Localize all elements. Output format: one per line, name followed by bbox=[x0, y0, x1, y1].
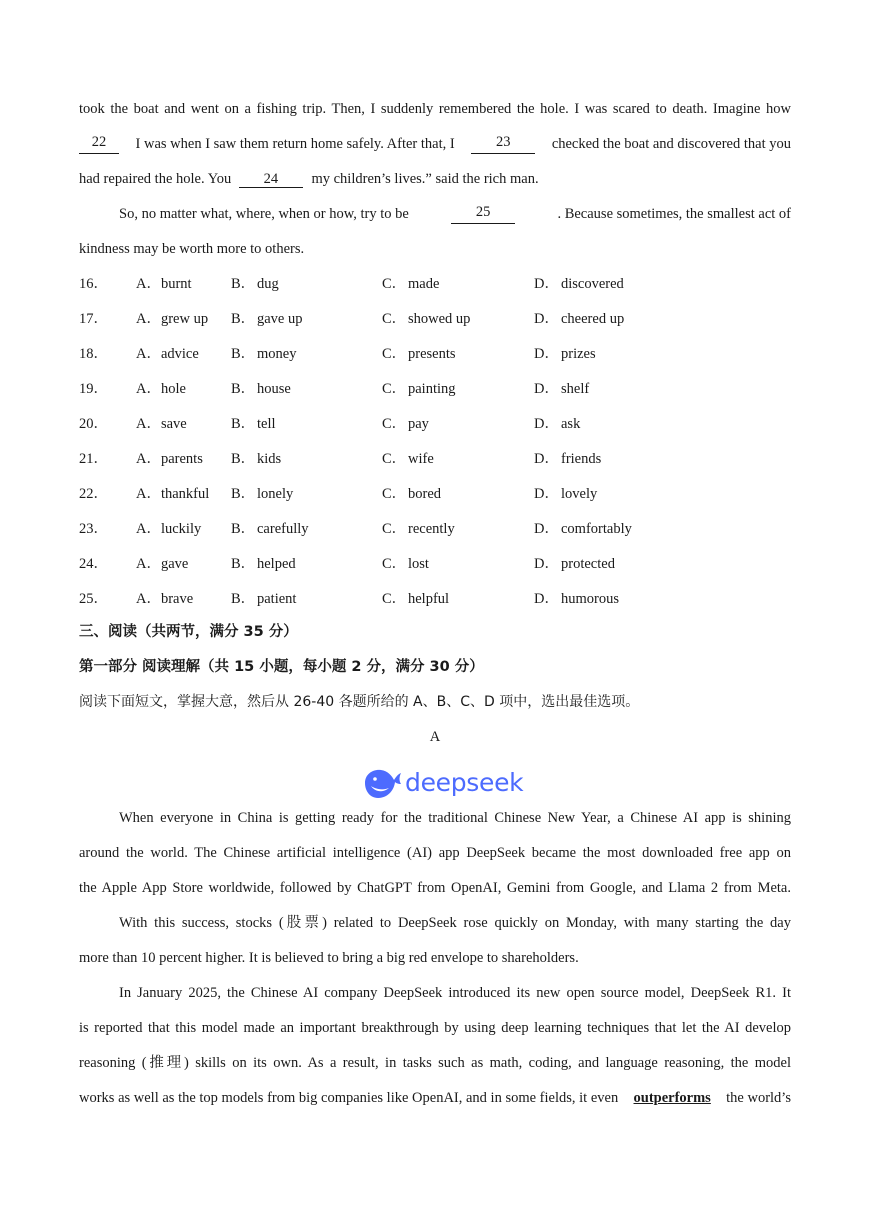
option-d[interactable]: prizes bbox=[561, 346, 596, 362]
article-text: works as well as the top models from big companies like OpenAI, and in some fields, it even bbox=[79, 1090, 619, 1106]
option-a[interactable]: A．burnt bbox=[136, 276, 192, 292]
article-text: the world’s bbox=[726, 1090, 791, 1106]
passage-text: had repaired the hole. You bbox=[79, 171, 232, 187]
option-a[interactable]: A．thankful bbox=[136, 486, 210, 502]
option-b-letter: B． bbox=[231, 381, 256, 397]
question-number: 16． bbox=[79, 276, 108, 292]
article-line: When everyone in China is getting ready for the traditional Chinese New Year, a Chinese AI app is shining bbox=[119, 810, 791, 826]
option-b-letter: B． bbox=[231, 486, 256, 502]
option-row bbox=[79, 379, 791, 399]
option-b[interactable]: money bbox=[257, 346, 297, 362]
option-row bbox=[79, 274, 791, 294]
question-number: 21． bbox=[79, 451, 108, 467]
blank-22[interactable]: 22 bbox=[79, 134, 119, 154]
passage-text: I was when I saw them return home safely. After that, I bbox=[135, 136, 455, 152]
section-subheading: 第一部分 阅读理解（共 15 小题，每小题 2 分，满分 30 分） bbox=[79, 659, 484, 675]
option-a[interactable]: A．gave bbox=[136, 556, 189, 572]
option-c-letter: C． bbox=[382, 346, 407, 362]
option-b[interactable]: patient bbox=[257, 591, 297, 607]
option-c[interactable]: lost bbox=[408, 556, 429, 572]
vocab-word: outperforms bbox=[633, 1090, 711, 1106]
option-d-letter: D． bbox=[534, 276, 559, 292]
article-line: more than 10 percent higher. It is believed to bring a big red envelope to shareholders. bbox=[79, 950, 579, 966]
option-b-letter: B． bbox=[231, 311, 256, 327]
option-d[interactable]: comfortably bbox=[561, 521, 632, 537]
option-a[interactable]: A．hole bbox=[136, 381, 186, 397]
option-d-letter: D． bbox=[534, 346, 559, 362]
option-d[interactable]: discovered bbox=[561, 276, 624, 292]
question-number: 18． bbox=[79, 346, 108, 362]
instruction-text: 阅读下面短文，掌握大意，然后从 26-40 各题所给的 A、B、C、D 项中，选出最佳选项。 bbox=[79, 694, 640, 710]
option-c-letter: C． bbox=[382, 591, 407, 607]
option-c-letter: C． bbox=[382, 521, 407, 537]
question-number: 20． bbox=[79, 416, 108, 432]
article-line: In January 2025, the Chinese AI company DeepSeek introduced its new open source model, DeepSeek R1. It bbox=[119, 985, 791, 1001]
option-row bbox=[79, 589, 791, 609]
option-b[interactable]: tell bbox=[257, 416, 276, 432]
option-c[interactable]: wife bbox=[408, 451, 434, 467]
option-d[interactable]: ask bbox=[561, 416, 581, 432]
option-c[interactable]: showed up bbox=[408, 311, 471, 327]
passage-text: So, no matter what, where, when or how, try to be bbox=[119, 206, 409, 222]
question-number: 23． bbox=[79, 521, 108, 537]
option-d-letter: D． bbox=[534, 486, 559, 502]
option-row bbox=[79, 484, 791, 504]
option-b-letter: B． bbox=[231, 591, 256, 607]
option-b-letter: B． bbox=[231, 416, 256, 432]
option-row bbox=[79, 554, 791, 574]
question-number: 25． bbox=[79, 591, 108, 607]
option-c[interactable]: painting bbox=[408, 381, 456, 397]
option-b-letter: B． bbox=[231, 346, 256, 362]
option-d-letter: D． bbox=[534, 311, 559, 327]
option-c-letter: C． bbox=[382, 556, 407, 572]
option-c-letter: C． bbox=[382, 311, 407, 327]
option-row bbox=[79, 309, 791, 329]
part-label: A bbox=[429, 729, 441, 745]
option-d[interactable]: cheered up bbox=[561, 311, 625, 327]
question-number: 17． bbox=[79, 311, 108, 327]
option-d-letter: D． bbox=[534, 451, 559, 467]
blank-25[interactable]: 25 bbox=[451, 204, 515, 224]
option-d-letter: D． bbox=[534, 556, 559, 572]
article-line: around the world. The Chinese artificial intelligence (AI) app DeepSeek became the most downloaded free app on bbox=[79, 845, 791, 861]
logo-wordmark: deepseek bbox=[405, 768, 524, 797]
option-c[interactable]: made bbox=[408, 276, 440, 292]
blank-24[interactable]: 24 bbox=[239, 171, 303, 188]
option-c-letter: C． bbox=[382, 451, 407, 467]
article-line: With this success, stocks (股票) related to DeepSeek rose quickly on Monday, with many starting the day bbox=[119, 915, 791, 931]
blank-23[interactable]: 23 bbox=[471, 134, 535, 154]
option-c-letter: C． bbox=[382, 486, 407, 502]
option-row bbox=[79, 414, 791, 434]
deepseek-logo bbox=[361, 766, 524, 802]
option-d-letter: D． bbox=[534, 381, 559, 397]
option-c[interactable]: bored bbox=[408, 486, 442, 502]
option-c[interactable]: recently bbox=[408, 521, 455, 537]
option-a[interactable]: A．parents bbox=[136, 451, 203, 467]
passage-text: . Because sometimes, the smallest act of bbox=[557, 206, 791, 222]
option-b-letter: B． bbox=[231, 451, 256, 467]
article-line: reasoning (推理) skills on its own. As a result, in tasks such as math, coding, and language reasoning, the model bbox=[79, 1055, 791, 1071]
article-line: the Apple App Store worldwide, followed by ChatGPT from OpenAI, Gemini from Google, and Llama 2 from Meta. bbox=[79, 880, 791, 896]
option-b-letter: B． bbox=[231, 521, 256, 537]
option-a[interactable]: A．grew up bbox=[136, 311, 209, 327]
option-c-letter: C． bbox=[382, 381, 407, 397]
question-number: 24． bbox=[79, 556, 108, 572]
article-line: is reported that this model made an important breakthrough by using deep learning techniques that let the AI develop bbox=[79, 1020, 791, 1036]
option-c[interactable]: pay bbox=[408, 416, 429, 432]
option-b[interactable]: carefully bbox=[257, 521, 309, 537]
option-d-letter: D． bbox=[534, 416, 559, 432]
passage-text: my children’s lives.” said the rich man. bbox=[311, 171, 539, 187]
option-d[interactable]: protected bbox=[561, 556, 615, 572]
passage-line: took the boat and went on a fishing trip. Then, I suddenly remembered the hole. I was scared to death. Imagine how bbox=[79, 101, 791, 117]
option-a[interactable]: A．save bbox=[136, 416, 187, 432]
option-b[interactable]: kids bbox=[257, 451, 282, 467]
option-d[interactable]: lovely bbox=[561, 486, 598, 502]
option-a[interactable]: A．brave bbox=[136, 591, 194, 607]
option-row bbox=[79, 449, 791, 469]
option-a[interactable]: A．advice bbox=[136, 346, 199, 362]
option-row bbox=[79, 519, 791, 539]
option-row bbox=[79, 344, 791, 364]
option-c-letter: C． bbox=[382, 416, 407, 432]
passage-line: kindness may be worth more to others. bbox=[79, 241, 305, 257]
option-c-letter: C． bbox=[382, 276, 407, 292]
option-d[interactable]: humorous bbox=[561, 591, 619, 607]
option-d-letter: D． bbox=[534, 521, 559, 537]
option-b[interactable]: helped bbox=[257, 556, 296, 572]
option-d-letter: D． bbox=[534, 591, 559, 607]
option-a[interactable]: A．luckily bbox=[136, 521, 202, 537]
passage-line bbox=[119, 204, 791, 224]
option-d[interactable]: shelf bbox=[561, 381, 590, 397]
passage-line bbox=[79, 134, 791, 154]
question-number: 19． bbox=[79, 381, 108, 397]
option-b-letter: B． bbox=[231, 276, 256, 292]
option-b-letter: B． bbox=[231, 556, 256, 572]
option-b[interactable]: lonely bbox=[257, 486, 294, 502]
option-b[interactable]: dug bbox=[257, 276, 279, 292]
option-d[interactable]: friends bbox=[561, 451, 602, 467]
option-c[interactable]: presents bbox=[408, 346, 456, 362]
passage-text: checked the boat and discovered that you bbox=[551, 136, 791, 152]
option-b[interactable]: gave up bbox=[257, 311, 303, 327]
option-c[interactable]: helpful bbox=[408, 591, 450, 607]
article-line bbox=[79, 1088, 791, 1108]
option-b[interactable]: house bbox=[257, 381, 291, 397]
passage-line bbox=[79, 169, 791, 189]
question-number: 22． bbox=[79, 486, 108, 502]
section-heading: 三、阅读（共两节，满分 35 分） bbox=[79, 624, 298, 640]
whale-icon bbox=[361, 766, 405, 802]
